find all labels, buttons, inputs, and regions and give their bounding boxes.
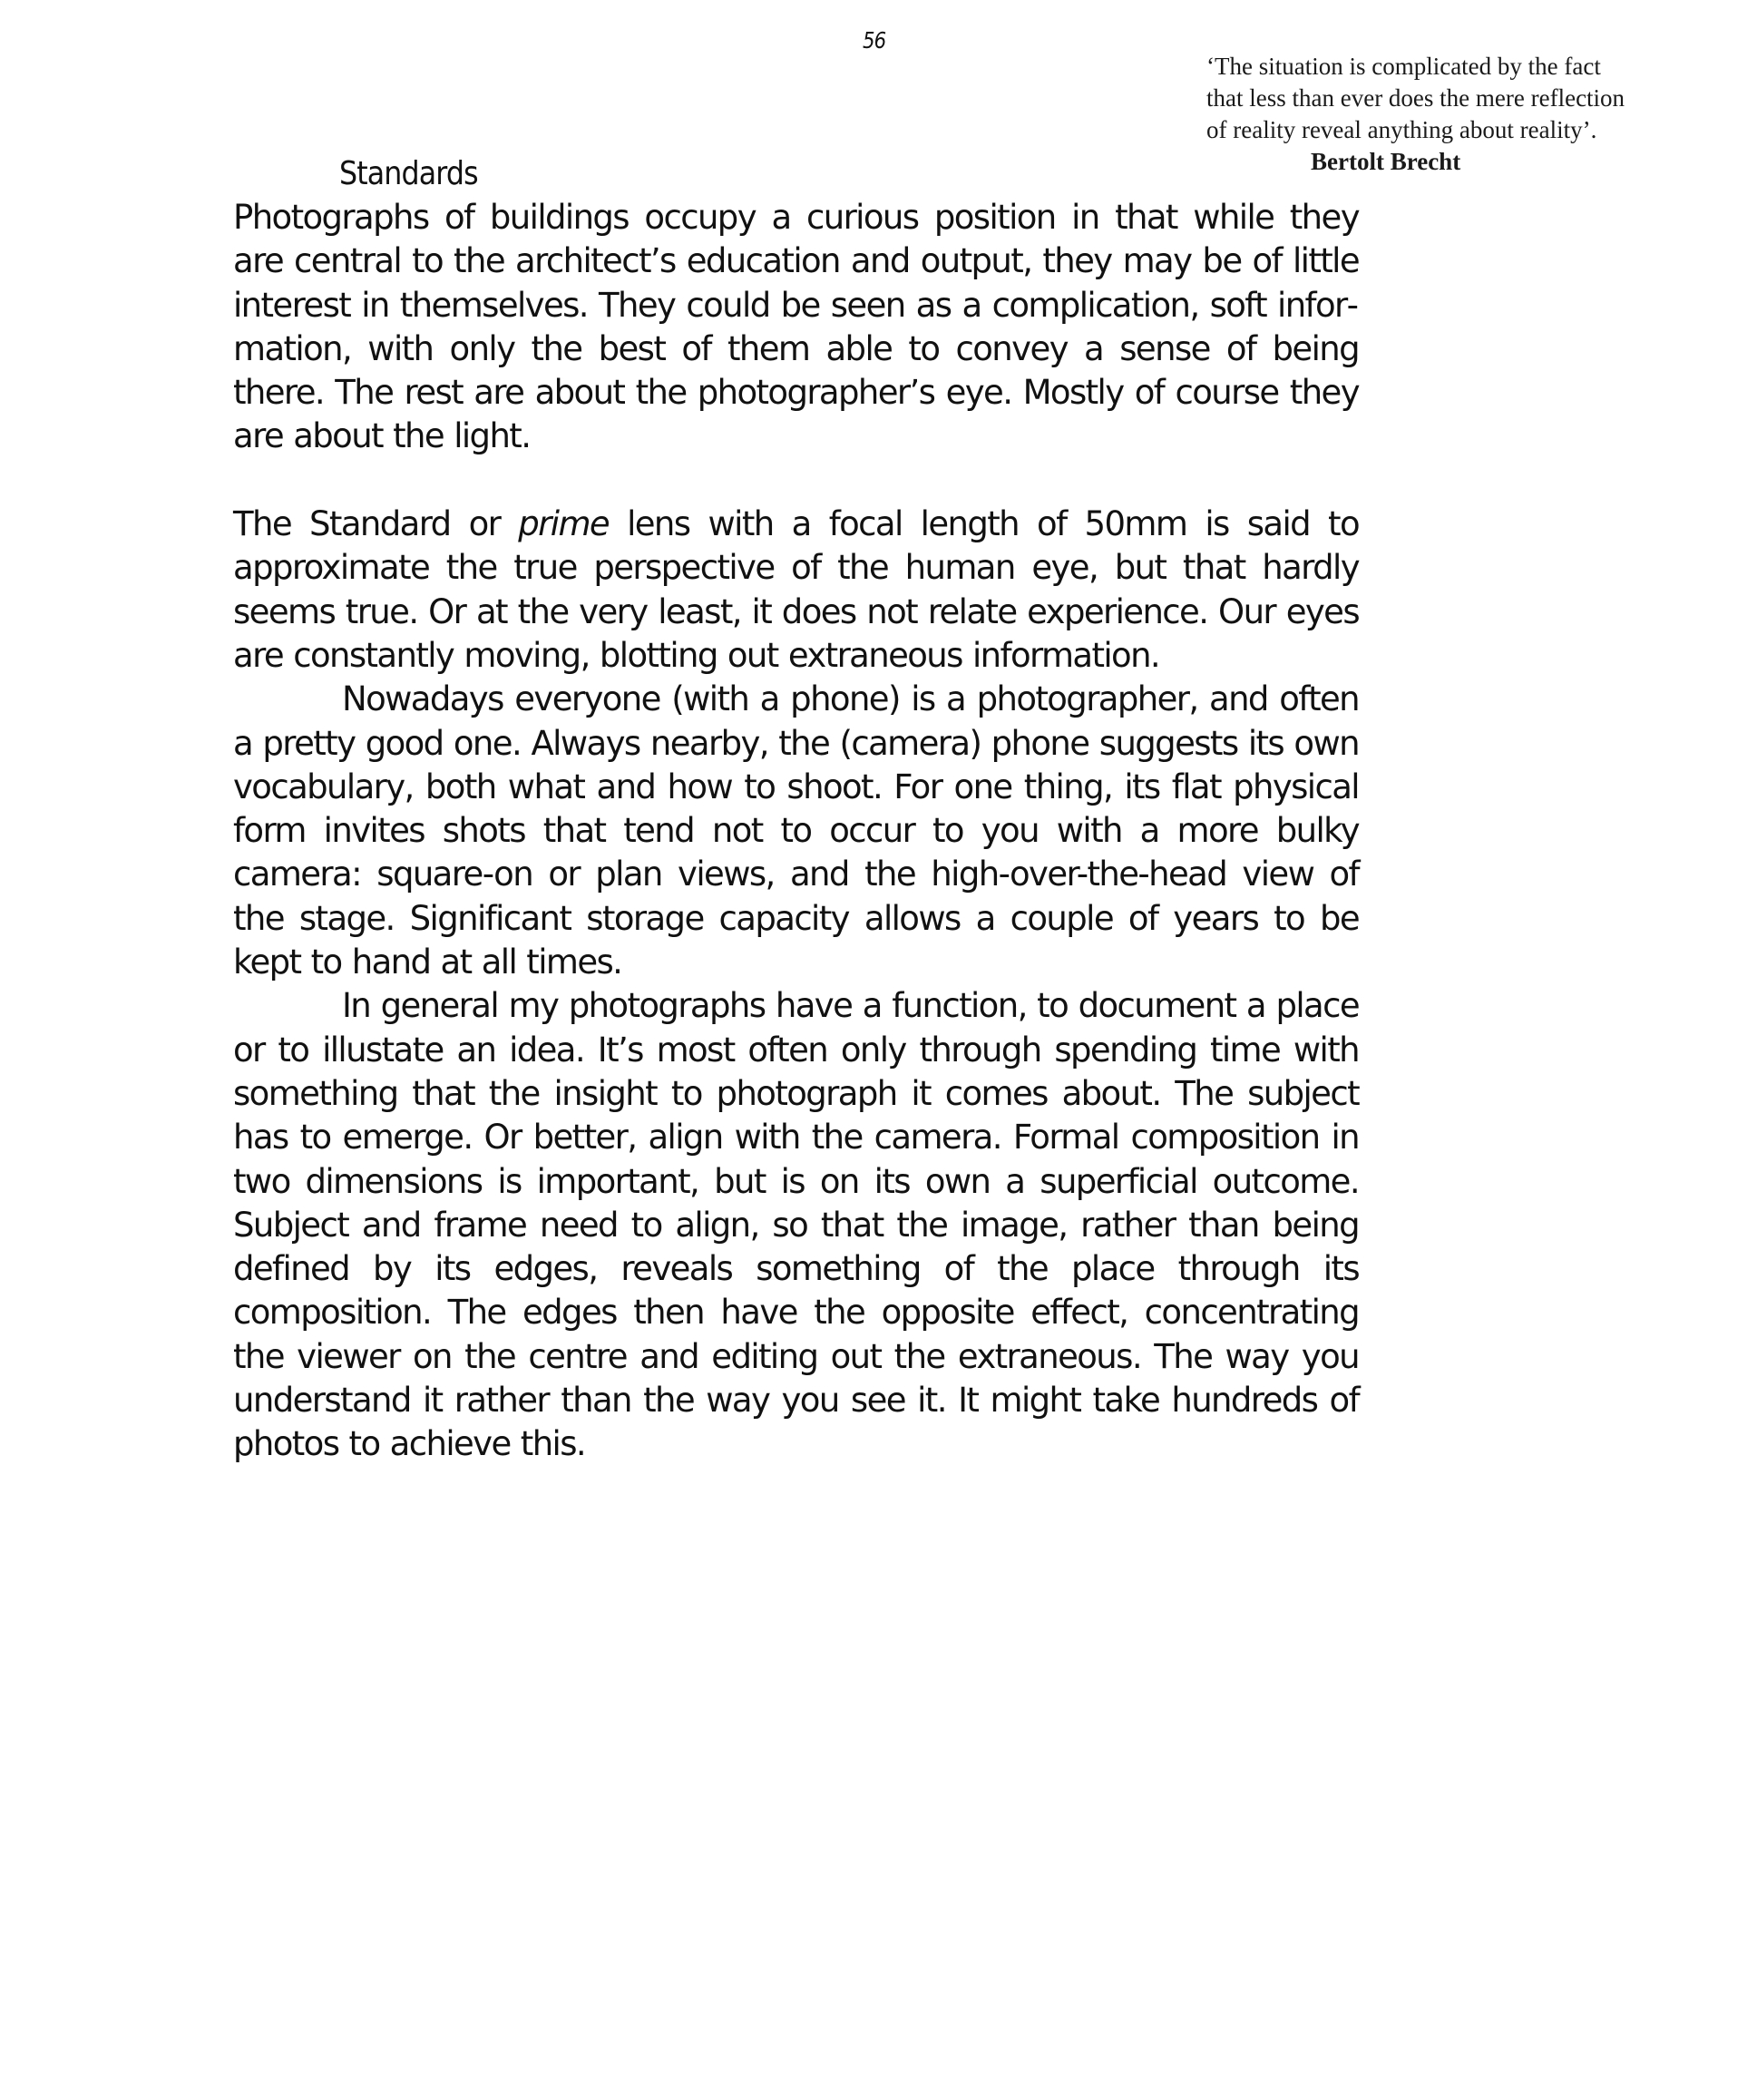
epigraph-author: Bertolt Brecht	[1311, 148, 1461, 175]
paragraph-text: lens with a focal length of 50mm is said to approximate the true perspective of the human eye, but that hardly seems true. Or at the very least, it does not relate experience. Our eyes are constantly moving, blotting out extraneous information.	[233, 504, 1359, 675]
body-text	[233, 196, 1359, 1467]
italic-term: prime	[518, 504, 610, 544]
epigraph-quote	[1206, 51, 1751, 178]
paragraph-function: In general my photographs have a function, to document a place or to illustate an idea. It’s most often only through spending time with something that the insight to photograph it comes about. The subject has to emerge. Or better, align with the camera. Formal composition in two dimensions is important, but is on its own a superficial outcome. Subject and frame need to align, so that the image, rather than being defined by its edges, reveals something of the place through its composition. The edges then have the opposite effect, concentrating the viewer on the centre and editing out the extraneous. The way you understand it rather than the way you see it. It might take hundreds of photos to achieve this.	[233, 986, 1359, 1464]
epigraph-line: ‘The situation is complicated by the fact	[1206, 53, 1601, 80]
epigraph-line: of reality reveal anything about reality’.	[1206, 116, 1597, 143]
paragraph-intro: Photographs of buildings occupy a curious position in that while they are central to the architect’s education and output, they may be of little interest in themselves. They could be seen as a complication, soft information, with only the best of them able to convey a sense of being there. The rest are about the photographer’s eye. Mostly of course they are about the light.	[233, 198, 1359, 456]
paragraph-phone-photography: Nowadays everyone (with a phone) is a photographer, and often a pretty good one. Always nearby, the (camera) phone suggests its own vocabulary, both what and how to shoot. For one thing, its flat physical form invites shots that tend not to occur to you with a more bulky camera: square-on or plan views, and the high-over-the-head view of the stage. Significant storage capacity allows a couple of years to be kept to hand at all times.	[233, 679, 1359, 982]
section-heading: Standards	[339, 155, 478, 192]
page-number: 56	[863, 27, 886, 54]
paragraph-text: The Standard or	[233, 504, 519, 544]
paragraph-standard-lens	[233, 503, 1359, 678]
epigraph-line: that less than ever does the mere reflection	[1206, 84, 1625, 112]
